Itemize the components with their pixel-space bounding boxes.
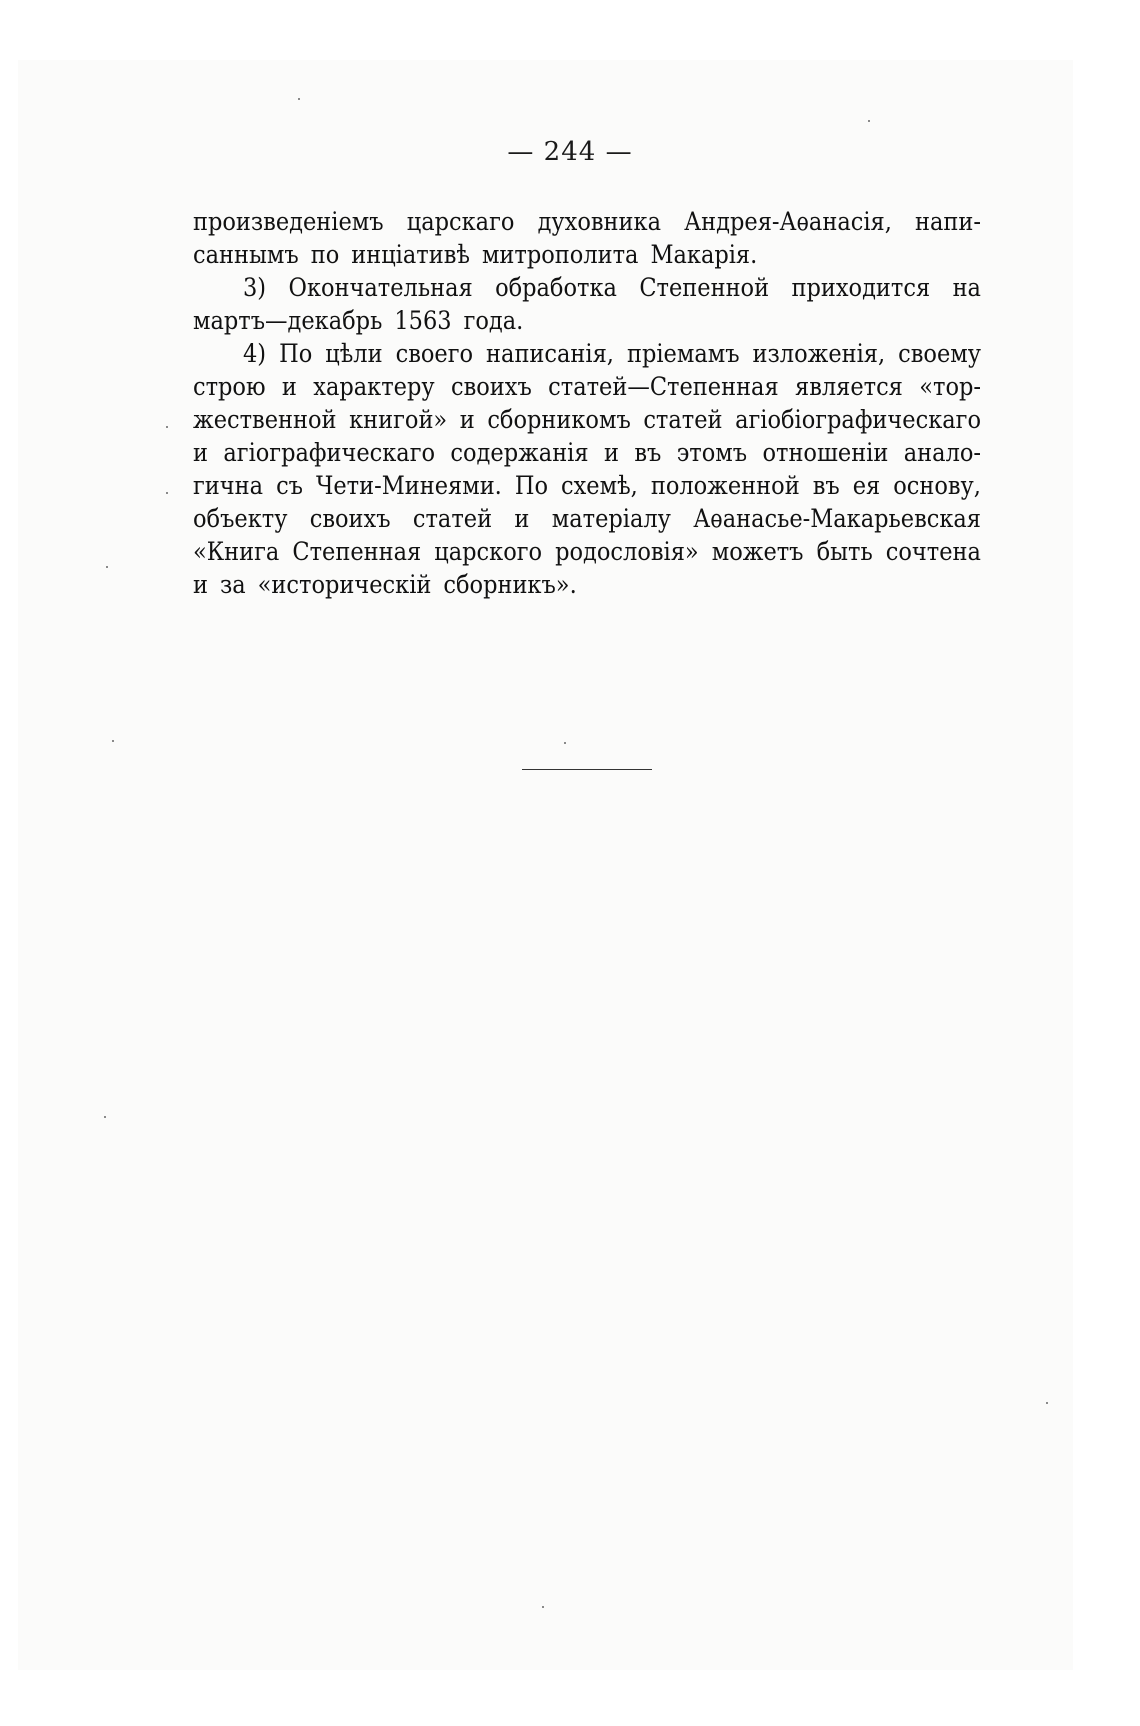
text-line	[193, 337, 981, 370]
word: статей	[643, 405, 723, 434]
text-line	[193, 436, 981, 469]
word: и	[193, 438, 208, 467]
body-text	[193, 205, 981, 601]
word: матеріалу	[551, 504, 671, 533]
text-line	[193, 238, 981, 271]
word: Андрея-Аѳанасія,	[684, 207, 892, 236]
text-line	[193, 304, 981, 337]
text-line	[193, 535, 981, 568]
text-line	[193, 370, 981, 403]
word: сборникомъ	[487, 405, 631, 434]
word: агіобіографическаго	[735, 405, 981, 434]
word: содержанія	[450, 438, 589, 467]
word: отношеніи	[762, 438, 889, 467]
text-line	[193, 403, 981, 436]
word: своему	[898, 339, 981, 368]
word: основу,	[893, 471, 981, 500]
scan-speck	[564, 742, 566, 744]
word: является	[795, 372, 903, 401]
scan-speck	[166, 492, 168, 494]
scan-speck	[104, 1116, 106, 1118]
scan-speck	[106, 566, 108, 568]
word: царскаго	[406, 207, 515, 236]
word: сборникъ».	[443, 570, 577, 599]
section-rule	[522, 769, 652, 770]
word: жественной	[193, 405, 337, 434]
word: «историческій	[257, 570, 432, 599]
word: статей—Степенная	[548, 372, 779, 401]
word: съ	[276, 471, 303, 500]
word: духовника	[537, 207, 661, 236]
word: обработка	[495, 273, 617, 302]
word: 1563	[394, 306, 452, 335]
word: можетъ	[711, 537, 804, 566]
word: и	[281, 372, 297, 401]
word: положенной	[650, 471, 800, 500]
word: анало-	[903, 438, 981, 467]
scan-speck	[542, 1606, 544, 1608]
word: своего	[395, 339, 474, 368]
word: своихъ	[309, 504, 391, 533]
word: на	[952, 273, 981, 302]
word: сочтена	[885, 537, 981, 566]
text-line	[193, 205, 981, 238]
word: и	[193, 570, 208, 599]
word: и	[459, 405, 475, 434]
word: напи-	[915, 207, 981, 236]
word: ея	[852, 471, 881, 500]
word: Степенная	[292, 537, 422, 566]
word: «тор-	[919, 372, 981, 401]
word: быть	[816, 537, 873, 566]
word: въ	[634, 438, 662, 467]
word: произведеніемъ	[193, 207, 384, 236]
word: царского	[434, 537, 543, 566]
word: митрополита	[481, 240, 639, 269]
word: 4)	[243, 339, 267, 368]
word: въ	[812, 471, 840, 500]
page-number: — 244 —	[507, 137, 633, 167]
scan-speck	[298, 98, 300, 100]
word: Макарія.	[650, 240, 758, 269]
text-line	[193, 469, 981, 502]
word: характеру	[313, 372, 435, 401]
word: Окончательная	[288, 273, 473, 302]
word: статей	[412, 504, 493, 533]
word: книгой»	[349, 405, 448, 434]
word: за	[220, 570, 246, 599]
word: Чети-Минеями.	[315, 471, 502, 500]
word: года.	[463, 306, 524, 335]
word: родословія»	[555, 537, 699, 566]
text-line	[193, 568, 981, 601]
word: 3)	[243, 273, 267, 302]
scan-speck	[1046, 1402, 1048, 1404]
word: написанія,	[486, 339, 614, 368]
word: этомъ	[676, 438, 748, 467]
word: По	[279, 339, 313, 368]
word: цѣли	[325, 339, 383, 368]
word: пріемамъ	[626, 339, 740, 368]
scan-speck	[112, 740, 114, 742]
word: строю	[193, 372, 266, 401]
word: инціативѣ	[351, 240, 470, 269]
word: Аѳанасье-Макарьевская	[693, 504, 981, 533]
scan-speck	[868, 120, 870, 122]
word: По	[514, 471, 548, 500]
text-line	[193, 271, 981, 304]
word: объекту	[193, 504, 288, 533]
word: мартъ—декабрь	[193, 306, 383, 335]
word: изложенія,	[752, 339, 886, 368]
word: и	[514, 504, 530, 533]
word: саннымъ	[193, 240, 299, 269]
word: агіографическаго	[223, 438, 436, 467]
word: по	[310, 240, 340, 269]
word: «Книга	[193, 537, 280, 566]
word: своихъ	[451, 372, 532, 401]
scan-speck	[166, 426, 168, 428]
word: приходится	[791, 273, 931, 302]
word: схемѣ,	[561, 471, 638, 500]
word: и	[603, 438, 619, 467]
word: Степенной	[639, 273, 770, 302]
text-line	[193, 502, 981, 535]
word: гична	[193, 471, 264, 500]
